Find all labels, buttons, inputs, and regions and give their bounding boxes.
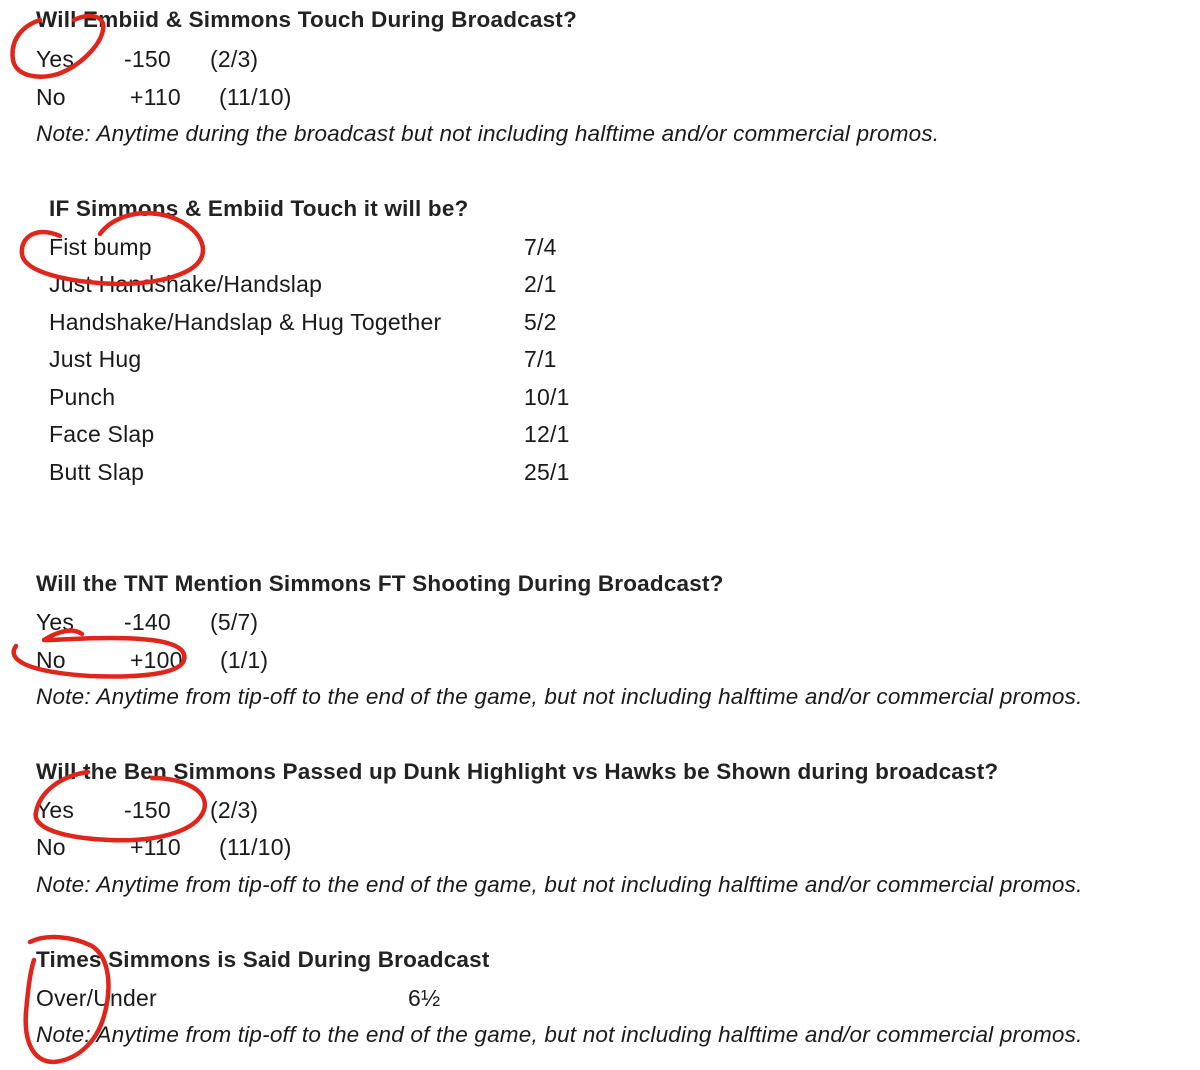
section-title: Will Embiid & Simmons Touch During Broadcast? <box>36 7 577 32</box>
fractional-odds: (11/10) <box>219 834 292 860</box>
option-label: Face Slap <box>49 421 155 447</box>
fractional-odds: (1/1) <box>220 647 269 673</box>
fractional-odds: (5/7) <box>210 609 259 635</box>
option-label: Yes <box>36 46 75 72</box>
fractional-odds: 10/1 <box>524 384 570 410</box>
fractional-odds: 5/2 <box>524 309 557 335</box>
fractional-odds: (11/10) <box>219 84 292 110</box>
option-label: Just Handshake/Handslap <box>49 271 323 297</box>
section-title: IF Simmons & Embiid Touch it will be? <box>49 196 469 221</box>
section-note: Note: Anytime from tip-off to the end of the game, but not including halftime and/or commercial promos. <box>36 684 1083 709</box>
option-label: No <box>36 647 66 673</box>
option-label: Butt Slap <box>49 459 145 485</box>
american-odds: +100 <box>130 647 183 673</box>
option-label: Punch <box>49 384 116 410</box>
section-note: Note: Anytime from tip-off to the end of the game, but not including halftime and/or commercial promos. <box>36 1022 1083 1047</box>
american-odds: -140 <box>124 609 171 635</box>
fractional-odds: 12/1 <box>524 421 570 447</box>
fractional-odds: 7/1 <box>524 346 557 372</box>
fractional-odds: (2/3) <box>210 797 259 823</box>
option-label: Yes <box>36 797 75 823</box>
american-odds: +110 <box>130 84 181 110</box>
section-title: Will the Ben Simmons Passed up Dunk Highlight vs Hawks be Shown during broadcast? <box>36 759 999 784</box>
option-label: No <box>36 84 66 110</box>
section-title: Will the TNT Mention Simmons FT Shooting During Broadcast? <box>36 571 724 596</box>
section-note: Note: Anytime during the broadcast but not including halftime and/or commercial promos. <box>36 121 940 146</box>
option-label: Just Hug <box>49 346 142 372</box>
line-value: 6½ <box>408 985 441 1011</box>
option-label: Yes <box>36 609 75 635</box>
option-label: Over/Under <box>36 985 157 1011</box>
fractional-odds: 25/1 <box>524 459 570 485</box>
fractional-odds: 7/4 <box>524 234 557 260</box>
fractional-odds: (2/3) <box>210 46 259 72</box>
section-title: Times Simmons is Said During Broadcast <box>36 947 490 972</box>
option-label: No <box>36 834 66 860</box>
fractional-odds: 2/1 <box>524 271 557 297</box>
option-label: Handshake/Handslap & Hug Together <box>49 309 442 335</box>
section-note: Note: Anytime from tip-off to the end of the game, but not including halftime and/or commercial promos. <box>36 872 1083 897</box>
american-odds: -150 <box>124 797 171 823</box>
american-odds: +110 <box>130 834 181 860</box>
option-label: Fist bump <box>49 234 152 260</box>
american-odds: -150 <box>124 46 171 72</box>
